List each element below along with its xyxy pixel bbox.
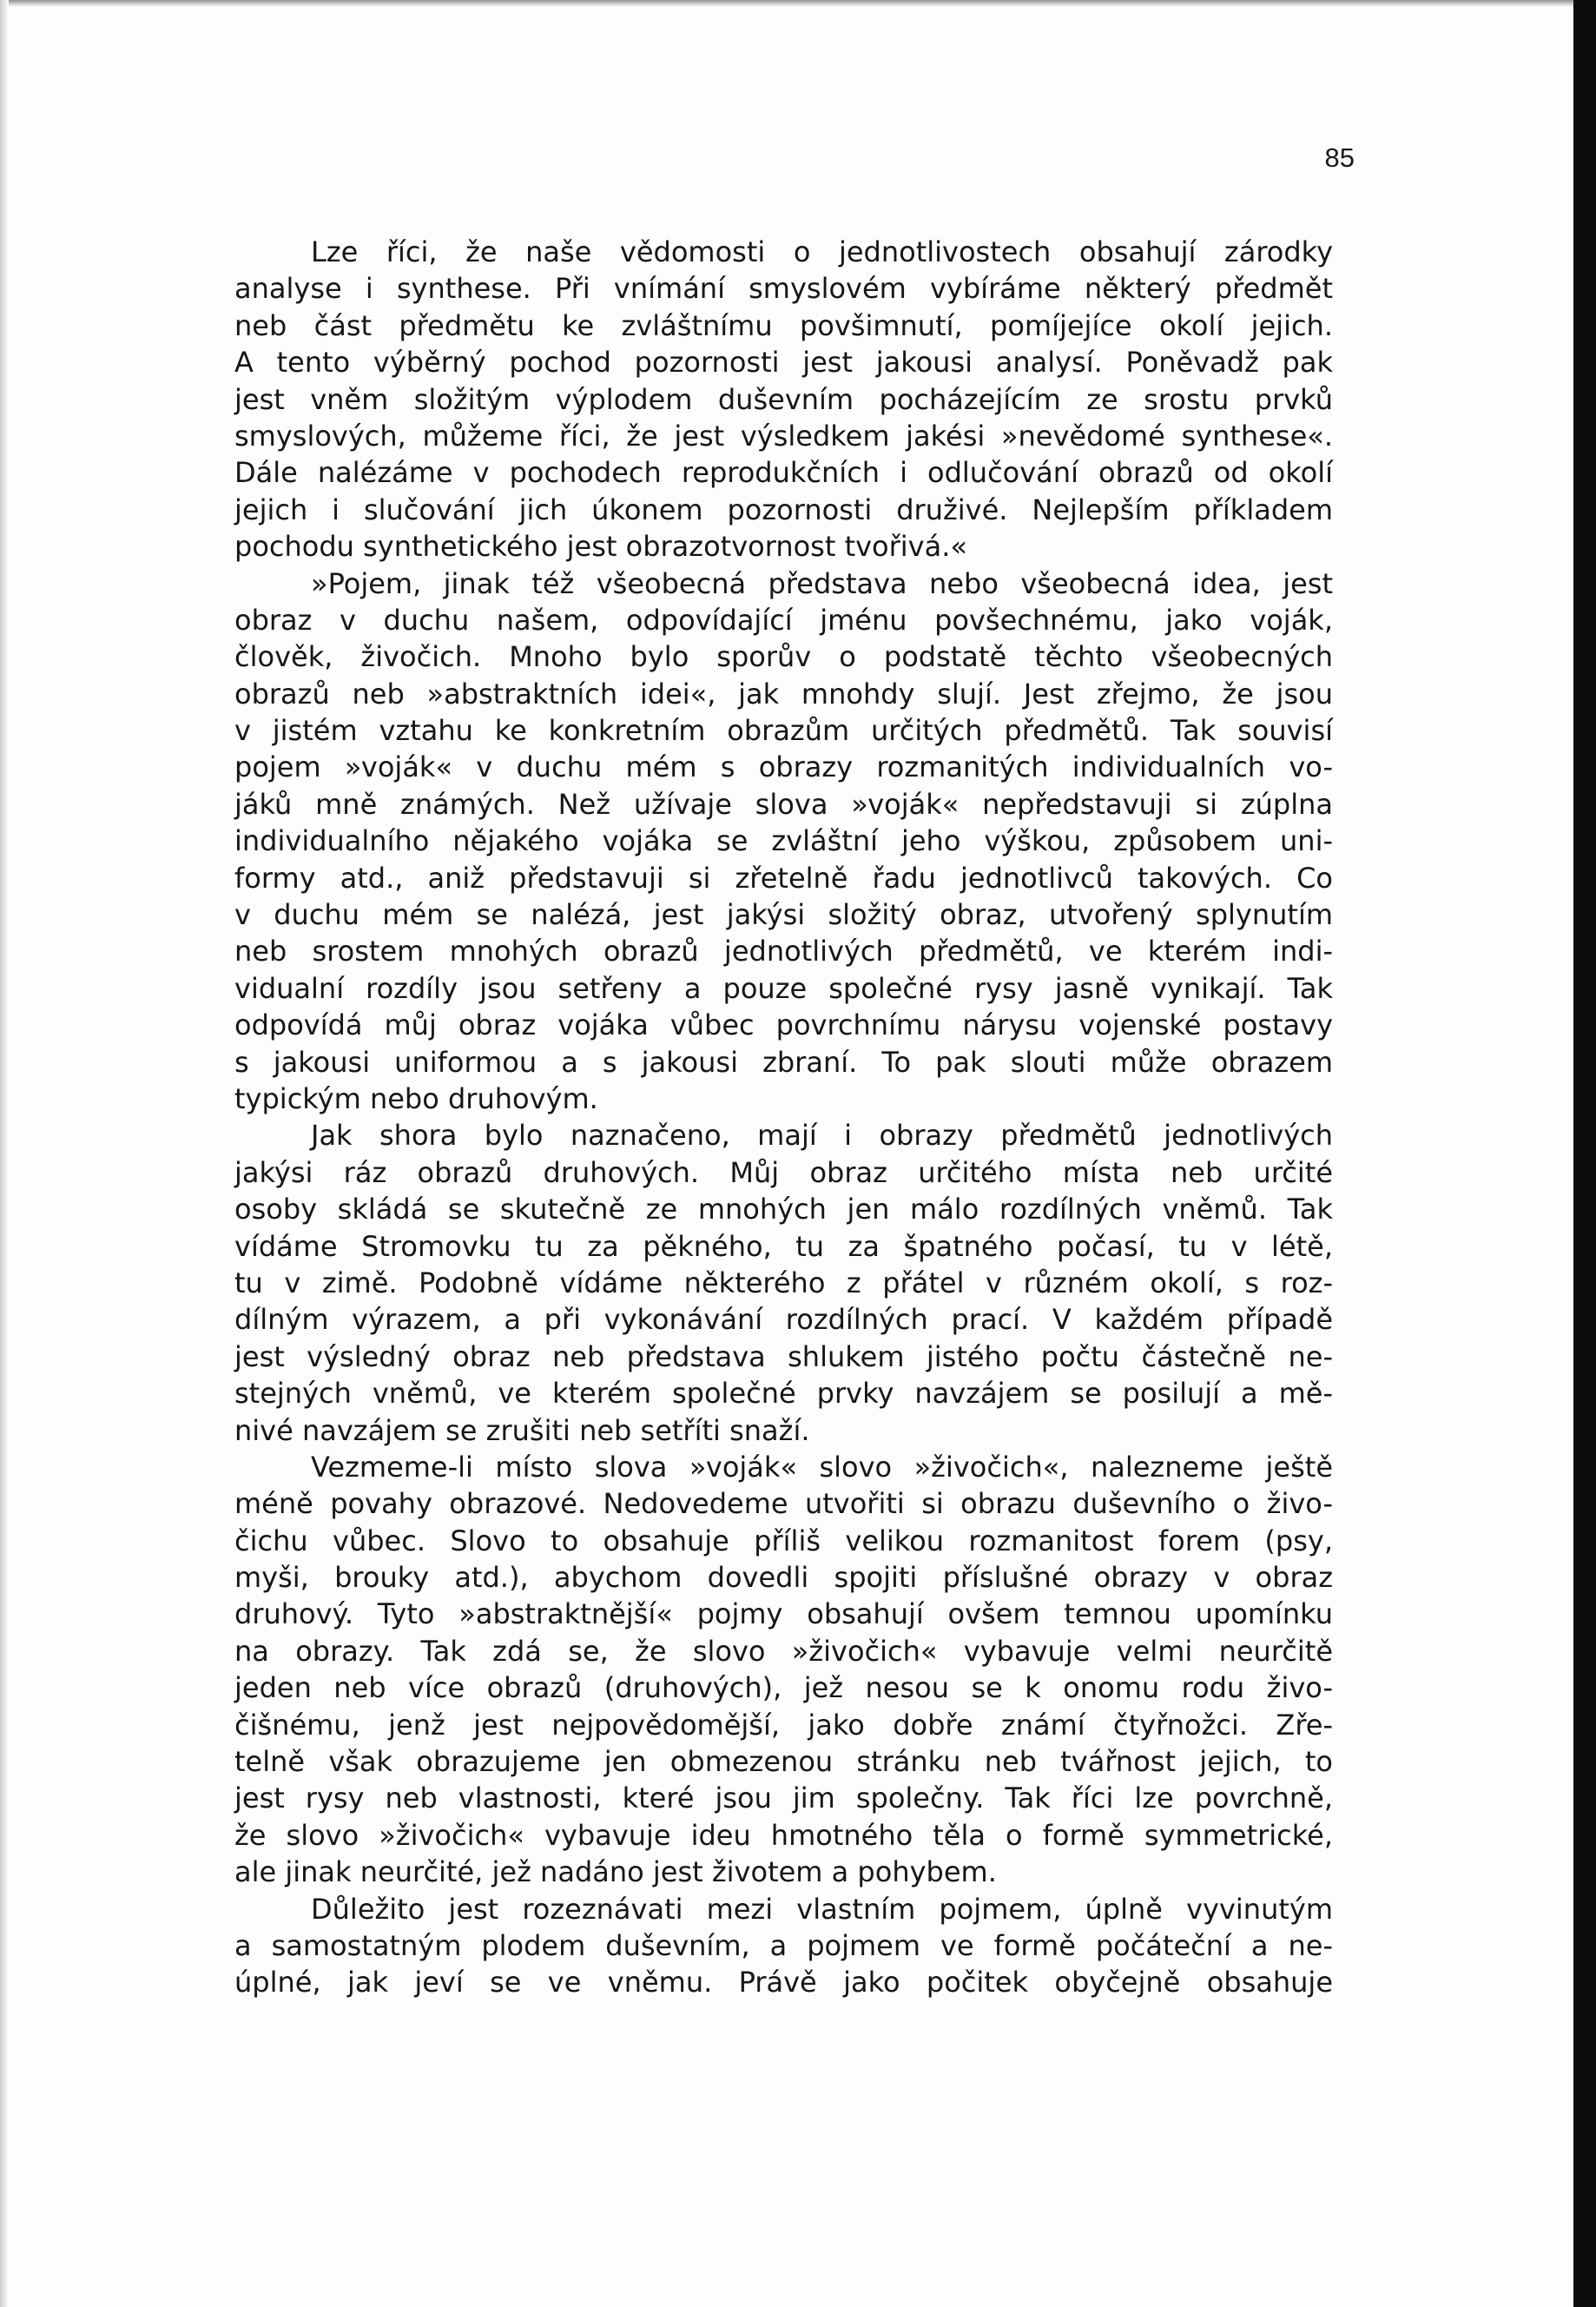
- text-line: na obrazy. Tak zdá se, že slovo »živočich« vybavuje velmi neurčitě: [234, 1634, 1333, 1668]
- text-line: analyse i synthese. Při vnímání smyslovém vybíráme některý předmět: [234, 272, 1333, 306]
- text-line: obraz v duchu našem, odpovídající jménu povšechnému, jako voják,: [234, 603, 1333, 637]
- text-line: »Pojem, jinak též všeobecná představa nebo všeobecná idea, jest: [311, 566, 1333, 600]
- text-line: tu v zimě. Podobně vídáme některého z přátel v různém okolí, s roz-: [234, 1266, 1333, 1299]
- scan-edge-top: [0, 0, 1596, 7]
- text-line: v duchu mém se nalézá, jest jakýsi složitý obraz, utvořený splynutím: [234, 898, 1333, 932]
- text-line: dílným výrazem, a při vykonávání rozdílných prací. V každém případě: [234, 1303, 1333, 1337]
- text-line: ale jinak neurčité, jež nadáno jest životem a pohybem.: [234, 1855, 997, 1889]
- text-line: Lze říci, že naše vědomosti o jednotlivostech obsahují zárodky: [311, 235, 1333, 268]
- text-line: jest vněm složitým výplodem duševním pocházejícím ze srostu prvků: [234, 382, 1333, 416]
- paragraph: [234, 234, 1333, 565]
- text-line: Vezmeme-li místo slova »voják« slovo »živočich«, nalezneme ještě: [311, 1450, 1333, 1484]
- text-line: jáků mně známých. Než užívaje slova »voják« nepředstavuji si zúplna: [234, 787, 1333, 821]
- body-text: [234, 234, 1333, 2001]
- text-line: v jistém vztahu ke konkretním obrazům určitých předmětů. Tak souvisí: [234, 714, 1333, 748]
- text-line: osoby skládá se skutečně ze mnohých jen málo rozdílných vněmů. Tak: [234, 1193, 1333, 1226]
- text-line: individualního nějakého vojáka se zvláštní jeho výškou, způsobem uni-: [234, 824, 1333, 858]
- text-line: odpovídá můj obraz vojáka vůbec povrchnímu nárysu vojenské postavy: [234, 1008, 1333, 1042]
- text-line: Dále nalézáme v pochodech reprodukčních i odlučování obrazů od okolí: [234, 456, 1333, 490]
- text-line: telně však obrazujeme jen obmezenou stránku neb tvářnost jejich, to: [234, 1745, 1333, 1779]
- text-line: čichu vůbec. Slovo to obsahuje příliš velikou rozmanitost forem (psy,: [234, 1524, 1333, 1557]
- text-line: s jakousi uniformou a s jakousi zbraní. To pak slouti může obrazem: [234, 1045, 1333, 1079]
- text-line: neb srostem mnohých obrazů jednotlivých předmětů, ve kterém indi-: [234, 935, 1333, 968]
- paragraph: [234, 1891, 1333, 2001]
- text-line: jejich i slučování jich úkonem pozornosti druživé. Nejlepším příkladem: [234, 492, 1333, 526]
- text-line: méně povahy obrazové. Nedovedeme utvořiti si obrazu duševního o živo-: [234, 1487, 1333, 1521]
- text-line: obrazů neb »abstraktních idei«, jak mnohdy slují. Jest zřejmo, že jsou: [234, 677, 1333, 711]
- text-line: typickým nebo druhovým.: [234, 1081, 598, 1115]
- text-line: druhový. Tyto »abstraktnější« pojmy obsahují ovšem temnou upomínku: [234, 1597, 1333, 1631]
- page-number: 85: [1324, 142, 1355, 173]
- text-line: a samostatným plodem duševním, a pojmem ve formě počáteční a ne-: [234, 1928, 1333, 1962]
- text-line: Důležito jest rozeznávati mezi vlastním pojmem, úplně vyvinutým: [311, 1892, 1333, 1926]
- text-line: jest rysy neb vlastnosti, které jsou jim společny. Tak říci lze povrchně,: [234, 1781, 1333, 1815]
- text-line: smyslových, můžeme říci, že jest výsledkem jakési »nevědomé synthese«.: [234, 419, 1333, 453]
- text-line: pojem »voják« v duchu mém s obrazy rozmanitých individualních vo-: [234, 750, 1333, 784]
- text-line: čišnému, jenž jest nejpovědomější, jako dobře známí čtyřnožci. Zře-: [234, 1708, 1333, 1742]
- text-line: A tento výběrný pochod pozornosti jest jakousi analysí. Poněvadž pak: [234, 346, 1333, 380]
- text-line: jakýsi ráz obrazů druhových. Můj obraz určitého místa neb určité: [234, 1155, 1333, 1189]
- scan-edge-left: [0, 0, 9, 2307]
- text-line: jeden neb více obrazů (druhových), jež nesou se k onomu rodu živo-: [234, 1671, 1333, 1705]
- scan-edge-right: [1573, 0, 1596, 2307]
- text-line: nivé navzájem se zrušiti neb setříti snaží.: [234, 1413, 810, 1447]
- paragraph: [234, 1117, 1333, 1449]
- text-line: úplné, jak jeví se ve vněmu. Právě jako počitek obyčejně obsahuje: [234, 1966, 1333, 2000]
- text-line: jest výsledný obraz neb představa shlukem jistého počtu částečně ne-: [234, 1339, 1333, 1373]
- paragraph: [234, 565, 1333, 1118]
- text-line: stejných vněmů, ve kterém společné prvky navzájem se posilují a mě-: [234, 1377, 1333, 1411]
- text-line: neb část předmětu ke zvláštnímu povšimnutí, pomíjejíce okolí jejich.: [234, 308, 1333, 342]
- paragraph: [234, 1449, 1333, 1891]
- text-line: vídáme Stromovku tu za pěkného, tu za špatného počasí, tu v létě,: [234, 1229, 1333, 1263]
- text-line: formy atd., aniž představuji si zřetelně řadu jednotlivců takových. Co: [234, 861, 1333, 895]
- text-line: že slovo »živočich« vybavuje ideu hmotného těla o formě symmetrické,: [234, 1818, 1333, 1852]
- text-line: Jak shora bylo naznačeno, mají i obrazy předmětů jednotlivých: [311, 1119, 1333, 1153]
- text-line: člověk, živočich. Mnoho bylo sporův o podstatě těchto všeobecných: [234, 640, 1333, 674]
- text-line: pochodu synthetického jest obrazotvornost tvořivá.«: [234, 530, 967, 564]
- text-line: vidualní rozdíly jsou setřeny a pouze společné rysy jasně vynikají. Tak: [234, 971, 1333, 1005]
- text-line: myši, brouky atd.), abychom dovedli spojiti příslušné obrazy v obraz: [234, 1561, 1333, 1595]
